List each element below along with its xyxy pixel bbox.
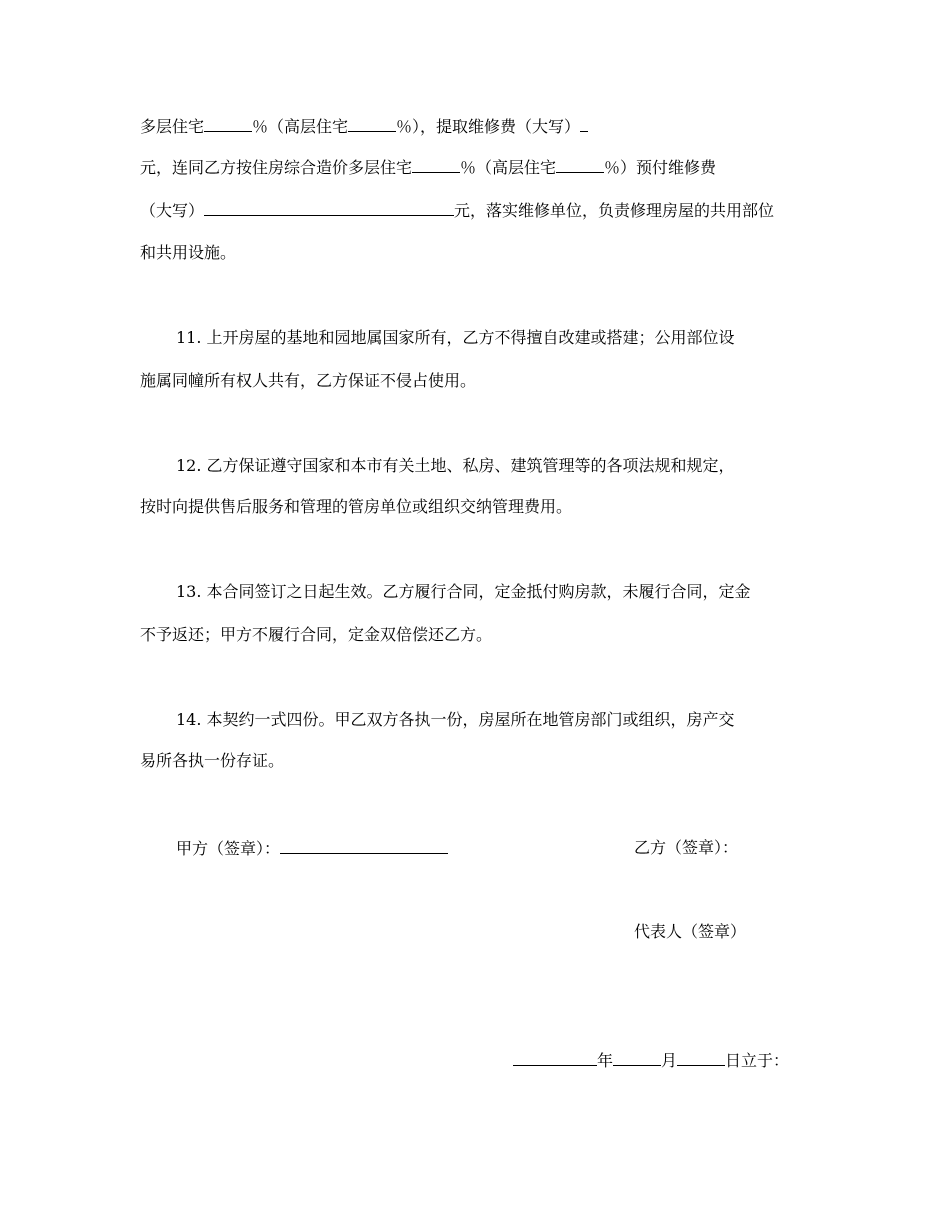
blank-prepaid-high-rise-percent[interactable] [556,157,604,173]
text: ％（高层住宅 [460,158,557,177]
para11-line2: 施属同幢所有权人共有，乙方保证不侵占使用。 [140,371,477,390]
para14-line2: 易所各执一份存证。 [140,751,285,770]
blank-multi-storey-percent[interactable] [204,116,252,132]
para10-line4 [140,243,815,263]
text: ％），提取维修费（大写） [396,117,581,136]
text: ％（高层住宅 [252,117,349,136]
para14-line1: 14. 本契约一式四份。甲乙双方各执一份，房屋所在地管房部门或组织，房产交 [176,710,735,729]
para11-line1: 11. 上开房屋的基地和园地属国家所有，乙方不得擅自改建或搭建；公用部位设 [176,328,735,347]
text: 多层住宅 [140,117,205,136]
date-line [513,1050,789,1071]
para12-line2: 按时向提供售后服务和管理的管房单位或组织交纳管理费用。 [140,497,573,516]
month-label: 月 [661,1051,678,1070]
para10-line2 [140,157,815,178]
day-blank[interactable] [677,1050,725,1066]
day-label: 日立于： [725,1051,790,1070]
year-label: 年 [597,1051,614,1070]
month-blank[interactable] [613,1050,661,1066]
para12-line1: 12. 乙方保证遵守国家和本市有关土地、私房、建筑管理等的各项法规和规定， [176,456,735,475]
para13-line2: 不予返还；甲方不履行合同，定金双倍偿还乙方。 [140,625,493,644]
party-a-signature-blank[interactable] [280,838,448,854]
party-a-signature [176,838,448,859]
text: （大写） [140,201,205,220]
para13-line1: 13. 本合同签订之日起生效。乙方履行合同，定金抵付购房款，未履行合同，定金 [176,582,751,601]
party-b-label: 乙方（签章）： [634,838,739,857]
year-blank[interactable] [513,1050,597,1066]
blank-prepaid-fee-amount[interactable] [204,200,454,216]
text: 元，落实维修单位，负责修理房屋的共用部位 [454,201,775,220]
blank-maintenance-fee-amount[interactable] [580,116,588,132]
para10-line1 [140,116,815,137]
representative-signature [634,922,746,942]
blank-high-rise-percent[interactable] [348,116,396,132]
blank-prepaid-multi-storey-percent[interactable] [412,157,460,173]
representative-label: 代表人（签章） [634,922,747,941]
para10-line3 [140,200,815,221]
party-b-signature [634,838,738,858]
text: 和共用设施。 [140,243,237,262]
party-a-label: 甲方（签章）： [176,839,281,858]
text: ％）预付维修费 [604,158,717,177]
text: 元，连同乙方按住房综合造价多层住宅 [140,158,413,177]
